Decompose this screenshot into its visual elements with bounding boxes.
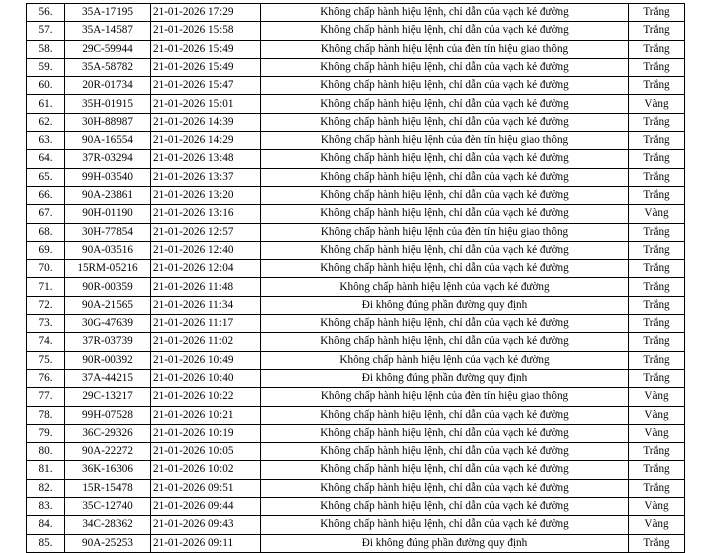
plate-color-cell: Vàng xyxy=(629,516,685,534)
plate-color-cell: Vàng xyxy=(629,406,685,424)
row-index-cell: 67. xyxy=(27,205,65,223)
table-row xyxy=(27,4,685,22)
table-row xyxy=(27,77,685,95)
row-index-cell: 76. xyxy=(27,369,65,387)
table-row xyxy=(27,168,685,186)
row-index-cell: 61. xyxy=(27,95,65,113)
violation-description-cell: Không chấp hành hiệu lệnh của đèn tín hiệu giao thông xyxy=(261,132,629,150)
timestamp-cell: 21-01-2026 09:44 xyxy=(151,498,261,516)
row-index-cell: 68. xyxy=(27,223,65,241)
timestamp-cell: 21-01-2026 15:01 xyxy=(151,95,261,113)
plate-number-cell: 20R-01734 xyxy=(65,77,151,95)
plate-number-cell: 36K-16306 xyxy=(65,461,151,479)
row-index-cell: 74. xyxy=(27,333,65,351)
violations-table xyxy=(26,3,685,553)
row-index-cell: 65. xyxy=(27,168,65,186)
plate-number-cell: 90A-16554 xyxy=(65,132,151,150)
table-row xyxy=(27,58,685,76)
violation-description-cell: Không chấp hành hiệu lệnh, chỉ dẫn của vạch kẻ đường xyxy=(261,479,629,497)
plate-number-cell: 37R-03739 xyxy=(65,333,151,351)
violation-description-cell: Không chấp hành hiệu lệnh, chỉ dẫn của vạch kẻ đường xyxy=(261,498,629,516)
violation-description-cell: Không chấp hành hiệu lệnh, chỉ dẫn của vạch kẻ đường xyxy=(261,241,629,259)
violation-description-cell: Không chấp hành hiệu lệnh, chỉ dẫn của vạch kẻ đường xyxy=(261,315,629,333)
timestamp-cell: 21-01-2026 10:22 xyxy=(151,388,261,406)
row-index-cell: 66. xyxy=(27,186,65,204)
plate-color-cell: Trắng xyxy=(629,168,685,186)
row-index-cell: 60. xyxy=(27,77,65,95)
row-index-cell: 82. xyxy=(27,479,65,497)
table-row xyxy=(27,406,685,424)
timestamp-cell: 21-01-2026 13:16 xyxy=(151,205,261,223)
violation-description-cell: Không chấp hành hiệu lệnh, chỉ dẫn của vạch kẻ đường xyxy=(261,113,629,131)
table-row xyxy=(27,424,685,442)
plate-color-cell: Trắng xyxy=(629,461,685,479)
violation-description-cell: Không chấp hành hiệu lệnh, chỉ dẫn của vạch kẻ đường xyxy=(261,516,629,534)
plate-color-cell: Trắng xyxy=(629,333,685,351)
plate-color-cell: Trắng xyxy=(629,113,685,131)
plate-color-cell: Trắng xyxy=(629,260,685,278)
timestamp-cell: 21-01-2026 13:20 xyxy=(151,186,261,204)
plate-color-cell: Vàng xyxy=(629,498,685,516)
plate-number-cell: 99H-07528 xyxy=(65,406,151,424)
table-row xyxy=(27,333,685,351)
plate-color-cell: Vàng xyxy=(629,205,685,223)
table-row xyxy=(27,22,685,40)
plate-number-cell: 29C-13217 xyxy=(65,388,151,406)
timestamp-cell: 21-01-2026 10:05 xyxy=(151,443,261,461)
violation-description-cell: Không chấp hành hiệu lệnh, chỉ dẫn của vạch kẻ đường xyxy=(261,260,629,278)
plate-number-cell: 35H-01915 xyxy=(65,95,151,113)
row-index-cell: 71. xyxy=(27,278,65,296)
table-row xyxy=(27,186,685,204)
timestamp-cell: 21-01-2026 12:57 xyxy=(151,223,261,241)
timestamp-cell: 21-01-2026 17:29 xyxy=(151,4,261,22)
timestamp-cell: 21-01-2026 13:48 xyxy=(151,150,261,168)
violation-description-cell: Không chấp hành hiệu lệnh, chỉ dẫn của vạch kẻ đường xyxy=(261,461,629,479)
plate-number-cell: 35A-14587 xyxy=(65,22,151,40)
plate-number-cell: 35A-17195 xyxy=(65,4,151,22)
plate-number-cell: 90A-23861 xyxy=(65,186,151,204)
timestamp-cell: 21-01-2026 11:02 xyxy=(151,333,261,351)
table-row xyxy=(27,315,685,333)
plate-number-cell: 90R-00359 xyxy=(65,278,151,296)
timestamp-cell: 21-01-2026 10:21 xyxy=(151,406,261,424)
table-row xyxy=(27,388,685,406)
violation-description-cell: Không chấp hành hiệu lệnh, chỉ dẫn của vạch kẻ đường xyxy=(261,150,629,168)
violation-description-cell: Không chấp hành hiệu lệnh của vạch kẻ đường xyxy=(261,278,629,296)
plate-number-cell: 90H-01190 xyxy=(65,205,151,223)
table-row xyxy=(27,534,685,552)
table-row xyxy=(27,223,685,241)
timestamp-cell: 21-01-2026 09:51 xyxy=(151,479,261,497)
timestamp-cell: 21-01-2026 12:40 xyxy=(151,241,261,259)
violation-description-cell: Không chấp hành hiệu lệnh, chỉ dẫn của vạch kẻ đường xyxy=(261,333,629,351)
violation-description-cell: Đi không đúng phần đường quy định xyxy=(261,296,629,314)
row-index-cell: 84. xyxy=(27,516,65,534)
plate-color-cell: Vàng xyxy=(629,424,685,442)
plate-number-cell: 90A-21565 xyxy=(65,296,151,314)
timestamp-cell: 21-01-2026 15:49 xyxy=(151,58,261,76)
row-index-cell: 85. xyxy=(27,534,65,552)
row-index-cell: 75. xyxy=(27,351,65,369)
plate-number-cell: 37R-03294 xyxy=(65,150,151,168)
plate-number-cell: 15RM-05216 xyxy=(65,260,151,278)
row-index-cell: 58. xyxy=(27,40,65,58)
row-index-cell: 70. xyxy=(27,260,65,278)
plate-color-cell: Trắng xyxy=(629,315,685,333)
plate-number-cell: 36C-29326 xyxy=(65,424,151,442)
table-row xyxy=(27,479,685,497)
plate-number-cell: 34C-28362 xyxy=(65,516,151,534)
violation-description-cell: Không chấp hành hiệu lệnh, chỉ dẫn của vạch kẻ đường xyxy=(261,168,629,186)
plate-color-cell: Trắng xyxy=(629,132,685,150)
plate-color-cell: Trắng xyxy=(629,4,685,22)
violation-description-cell: Không chấp hành hiệu lệnh, chỉ dẫn của vạch kẻ đường xyxy=(261,22,629,40)
timestamp-cell: 21-01-2026 14:39 xyxy=(151,113,261,131)
timestamp-cell: 21-01-2026 12:04 xyxy=(151,260,261,278)
table-row xyxy=(27,132,685,150)
plate-color-cell: Vàng xyxy=(629,388,685,406)
row-index-cell: 79. xyxy=(27,424,65,442)
timestamp-cell: 21-01-2026 11:48 xyxy=(151,278,261,296)
plate-color-cell: Trắng xyxy=(629,296,685,314)
row-index-cell: 73. xyxy=(27,315,65,333)
violation-description-cell: Không chấp hành hiệu lệnh, chỉ dẫn của vạch kẻ đường xyxy=(261,4,629,22)
violation-description-cell: Không chấp hành hiệu lệnh của đèn tín hiệu giao thông xyxy=(261,388,629,406)
plate-number-cell: 35C-12740 xyxy=(65,498,151,516)
plate-number-cell: 90A-03516 xyxy=(65,241,151,259)
table-row xyxy=(27,113,685,131)
timestamp-cell: 21-01-2026 10:49 xyxy=(151,351,261,369)
table-row xyxy=(27,150,685,168)
timestamp-cell: 21-01-2026 15:58 xyxy=(151,22,261,40)
plate-color-cell: Trắng xyxy=(629,278,685,296)
plate-color-cell: Vàng xyxy=(629,95,685,113)
plate-number-cell: 15R-15478 xyxy=(65,479,151,497)
table-row xyxy=(27,260,685,278)
violation-description-cell: Không chấp hành hiệu lệnh, chỉ dẫn của vạch kẻ đường xyxy=(261,406,629,424)
timestamp-cell: 21-01-2026 11:17 xyxy=(151,315,261,333)
violation-description-cell: Không chấp hành hiệu lệnh, chỉ dẫn của vạch kẻ đường xyxy=(261,424,629,442)
plate-number-cell: 30G-47639 xyxy=(65,315,151,333)
row-index-cell: 56. xyxy=(27,4,65,22)
row-index-cell: 69. xyxy=(27,241,65,259)
plate-number-cell: 37A-44215 xyxy=(65,369,151,387)
plate-color-cell: Trắng xyxy=(629,223,685,241)
table-row xyxy=(27,40,685,58)
plate-color-cell: Trắng xyxy=(629,351,685,369)
table-row xyxy=(27,278,685,296)
row-index-cell: 77. xyxy=(27,388,65,406)
row-index-cell: 83. xyxy=(27,498,65,516)
violation-description-cell: Không chấp hành hiệu lệnh, chỉ dẫn của vạch kẻ đường xyxy=(261,205,629,223)
table-row xyxy=(27,351,685,369)
plate-number-cell: 99H-03540 xyxy=(65,168,151,186)
plate-color-cell: Trắng xyxy=(629,369,685,387)
plate-number-cell: 30H-77854 xyxy=(65,223,151,241)
timestamp-cell: 21-01-2026 11:34 xyxy=(151,296,261,314)
violation-description-cell: Không chấp hành hiệu lệnh, chỉ dẫn của vạch kẻ đường xyxy=(261,95,629,113)
row-index-cell: 63. xyxy=(27,132,65,150)
violation-description-cell: Đi không đúng phần đường quy định xyxy=(261,534,629,552)
table-row xyxy=(27,498,685,516)
plate-color-cell: Trắng xyxy=(629,77,685,95)
plate-number-cell: 35A-58782 xyxy=(65,58,151,76)
row-index-cell: 59. xyxy=(27,58,65,76)
plate-color-cell: Trắng xyxy=(629,186,685,204)
table-row xyxy=(27,95,685,113)
plate-number-cell: 90R-00392 xyxy=(65,351,151,369)
violation-description-cell: Không chấp hành hiệu lệnh của vạch kẻ đường xyxy=(261,351,629,369)
timestamp-cell: 21-01-2026 15:49 xyxy=(151,40,261,58)
row-index-cell: 81. xyxy=(27,461,65,479)
table-row xyxy=(27,241,685,259)
plate-number-cell: 29C-59944 xyxy=(65,40,151,58)
violation-description-cell: Không chấp hành hiệu lệnh, chỉ dẫn của vạch kẻ đường xyxy=(261,186,629,204)
timestamp-cell: 21-01-2026 10:40 xyxy=(151,369,261,387)
timestamp-cell: 21-01-2026 14:29 xyxy=(151,132,261,150)
plate-color-cell: Trắng xyxy=(629,443,685,461)
violations-table-body xyxy=(27,4,685,553)
row-index-cell: 72. xyxy=(27,296,65,314)
violation-description-cell: Không chấp hành hiệu lệnh, chỉ dẫn của vạch kẻ đường xyxy=(261,443,629,461)
table-row xyxy=(27,369,685,387)
timestamp-cell: 21-01-2026 09:11 xyxy=(151,534,261,552)
table-row xyxy=(27,516,685,534)
table-row xyxy=(27,443,685,461)
row-index-cell: 64. xyxy=(27,150,65,168)
timestamp-cell: 21-01-2026 10:02 xyxy=(151,461,261,479)
violation-description-cell: Không chấp hành hiệu lệnh của đèn tín hiệu giao thông xyxy=(261,40,629,58)
plate-color-cell: Trắng xyxy=(629,150,685,168)
timestamp-cell: 21-01-2026 15:47 xyxy=(151,77,261,95)
table-row xyxy=(27,205,685,223)
plate-color-cell: Trắng xyxy=(629,40,685,58)
plate-number-cell: 30H-88987 xyxy=(65,113,151,131)
timestamp-cell: 21-01-2026 10:19 xyxy=(151,424,261,442)
row-index-cell: 62. xyxy=(27,113,65,131)
plate-color-cell: Trắng xyxy=(629,241,685,259)
violation-description-cell: Không chấp hành hiệu lệnh, chỉ dẫn của vạch kẻ đường xyxy=(261,58,629,76)
row-index-cell: 80. xyxy=(27,443,65,461)
table-row xyxy=(27,296,685,314)
plate-color-cell: Trắng xyxy=(629,22,685,40)
plate-color-cell: Trắng xyxy=(629,58,685,76)
timestamp-cell: 21-01-2026 09:43 xyxy=(151,516,261,534)
plate-color-cell: Trắng xyxy=(629,479,685,497)
table-row xyxy=(27,461,685,479)
timestamp-cell: 21-01-2026 13:37 xyxy=(151,168,261,186)
violation-description-cell: Không chấp hành hiệu lệnh, chỉ dẫn của vạch kẻ đường xyxy=(261,77,629,95)
plate-color-cell: Trắng xyxy=(629,534,685,552)
row-index-cell: 78. xyxy=(27,406,65,424)
plate-number-cell: 90A-25253 xyxy=(65,534,151,552)
plate-number-cell: 90A-22272 xyxy=(65,443,151,461)
violation-description-cell: Không chấp hành hiệu lệnh của đèn tín hiệu giao thông xyxy=(261,223,629,241)
row-index-cell: 57. xyxy=(27,22,65,40)
violation-description-cell: Đi không đúng phần đường quy định xyxy=(261,369,629,387)
